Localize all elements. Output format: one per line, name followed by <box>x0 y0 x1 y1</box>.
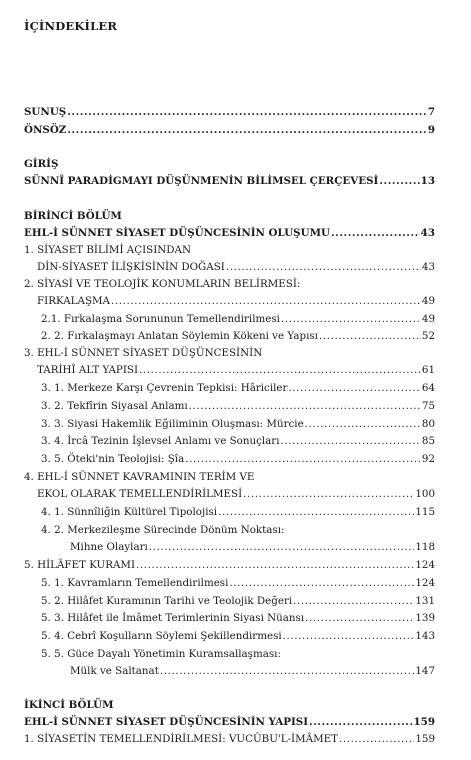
toc-entry-title: 5. 3. Hilâfet ile İmâmet Terimlerinin Siyasi Nüansı <box>41 612 305 624</box>
dot-leader <box>136 559 414 572</box>
toc-entry-page: 64 <box>421 382 435 394</box>
toc-entry-s32 <box>41 400 435 413</box>
toc-entry-title: 1. SİYASETİN TEMELLENDİRİLMESİ: VUCÛBU'L-İMÂMET <box>24 733 339 745</box>
toc-entry-page: 159 <box>413 716 435 728</box>
toc-entry-page: 100 <box>415 488 435 500</box>
toc-entry-page: 49 <box>421 295 435 307</box>
dot-leader <box>149 541 415 554</box>
toc-entry-page: 75 <box>421 400 435 412</box>
toc-entry-onsoz <box>24 124 435 137</box>
toc-entry-title: EHL-İ SÜNNET SİYASET DÜŞÜNCESİNİN OLUŞUMU <box>24 227 330 239</box>
toc-heading-s4a: 4. EHL-İ SÜNNET KAVRAMININ TERİM VE <box>24 471 255 483</box>
toc-heading-giris-label: GİRİŞ <box>24 158 59 170</box>
toc-heading-b1-label: BİRİNCİ BÖLÜM <box>24 210 122 222</box>
toc-heading-s42a: 4. 2. Merkezileşme Sürecinde Dönüm Noktası: <box>41 524 285 536</box>
dot-leader <box>379 175 419 188</box>
toc-entry-b1 <box>24 227 435 240</box>
toc-entry-s53 <box>41 612 435 625</box>
toc-heading-b2-label: İKİNCİ BÖLÜM <box>24 699 114 711</box>
toc-entry-page: 124 <box>415 577 435 589</box>
toc-entry-title: FIRKALAŞMA <box>37 295 110 307</box>
toc-entry-s3b <box>37 364 435 377</box>
toc-entry-page: 49 <box>421 313 435 325</box>
dot-leader <box>281 313 421 326</box>
dot-leader <box>218 506 414 519</box>
toc-entry-title: ÖNSÖZ <box>24 124 67 136</box>
dot-leader <box>319 330 421 343</box>
toc-entry-page: 80 <box>421 418 435 430</box>
toc-entry-page: 43 <box>420 227 435 239</box>
toc-entry-page: 13 <box>420 175 435 187</box>
toc-heading-s1a: 1. SİYASET BİLİMİ AÇISINDAN <box>24 244 192 256</box>
toc-entry-page: 9 <box>427 124 435 136</box>
toc-entry-b21 <box>24 733 435 746</box>
toc-entry-title: 3. 5. Öteki'nin Teolojisi: Şîa <box>41 453 185 465</box>
dot-leader <box>160 665 415 678</box>
toc-entry-page: 147 <box>415 665 435 677</box>
dot-leader <box>305 612 414 625</box>
dot-leader <box>139 364 421 377</box>
dot-leader <box>67 106 427 119</box>
toc-entry-s22 <box>41 330 435 343</box>
toc-entry-s5 <box>24 559 435 572</box>
toc-entry-s21 <box>41 313 435 326</box>
toc-entry-page: 92 <box>421 453 435 465</box>
dot-leader <box>281 435 421 448</box>
toc-entry-giris <box>24 175 435 188</box>
toc-entry-b2 <box>24 716 435 729</box>
toc-entry-s54 <box>41 630 435 643</box>
toc-entry-title: 5. HİLÂFET KURAMI <box>24 559 136 571</box>
toc-entry-title: 2. 2. Fırkalaşmayı Anlatan Söylemin Kökeni ve Yapısı <box>41 330 318 342</box>
toc-entry-title: SÜNNÎ PARADİGMAYI DÜŞÜNMENİN BİLİMSEL ÇERÇEVESİ <box>24 175 379 187</box>
toc-entry-s34 <box>41 435 435 448</box>
toc-entry-page: 52 <box>421 330 435 342</box>
toc-entry-title: 2.1. Fırkalaşma Sorununun Temellendirilmesi <box>41 313 280 325</box>
toc-entry-title: 5. 1. Kavramların Temellendirilmesi <box>41 577 229 589</box>
toc-entry-sunus <box>24 106 435 119</box>
toc-entry-s52 <box>41 595 435 608</box>
toc-entry-s51 <box>41 577 435 590</box>
toc-entry-page: 61 <box>421 364 435 376</box>
toc-entry-title: SUNUŞ <box>24 106 67 118</box>
toc-entry-title: Mülk ve Saltanat <box>70 665 159 677</box>
toc-entry-page: 139 <box>415 612 435 624</box>
toc-heading-s3a: 3. EHL-İ SÜNNET SİYASET DÜŞÜNCESİNİN <box>24 347 263 359</box>
toc-heading-s55a: 5. 5. Güce Dayalı Yönetimin Kuramsallaşması: <box>41 648 281 660</box>
dot-leader <box>243 488 414 501</box>
toc-entry-s2b <box>37 295 435 308</box>
toc-entry-page: 85 <box>421 435 435 447</box>
dot-leader <box>229 577 414 590</box>
dot-leader <box>283 630 415 643</box>
toc-entry-title: 3. 2. Tekfîrin Siyasal Anlamı <box>41 400 188 412</box>
toc-entry-s33 <box>41 418 435 431</box>
dot-leader <box>309 716 412 729</box>
toc-entry-page: 124 <box>415 559 435 571</box>
toc-entry-page: 118 <box>415 541 435 553</box>
toc-entry-title: 5. 4. Cebrî Koşulların Söylemi Şekillendirmesi <box>41 630 282 642</box>
dot-leader <box>185 453 421 466</box>
toc-entry-title: Mihne Olayları <box>70 541 148 553</box>
toc-entry-page: 131 <box>415 595 435 607</box>
toc-entry-title: EKOL OLARAK TEMELLENDİRİLMESİ <box>37 488 243 500</box>
toc-entry-s1b <box>37 261 435 274</box>
dot-leader <box>339 733 414 746</box>
toc-entry-s35 <box>41 453 435 466</box>
dot-leader <box>331 227 420 240</box>
toc-entry-page: 115 <box>415 506 435 518</box>
toc-entry-title: 4. 1. Sünnîliğin Kültürel Tipolojisi <box>41 506 218 518</box>
toc-entry-s31 <box>41 382 435 395</box>
toc-entry-s41 <box>41 506 435 519</box>
dot-leader <box>67 124 427 137</box>
toc-entry-title: 3. 4. İrcâ Tezinin İşlevsel Anlamı ve Sonuçları <box>41 435 280 447</box>
toc-entry-page: 7 <box>427 106 435 118</box>
toc-entry-s42b <box>70 541 435 554</box>
toc-entry-s55b <box>70 665 435 678</box>
toc-entry-page: 43 <box>421 261 435 273</box>
toc-entry-title: EHL-İ SÜNNET SİYASET DÜŞÜNCESİNİN YAPISI <box>24 716 309 728</box>
dot-leader <box>189 400 421 413</box>
dot-leader <box>293 595 414 608</box>
toc-entry-page: 159 <box>415 733 435 745</box>
toc-entry-title: TARİHÎ ALT YAPISI <box>37 364 139 376</box>
page-title: İÇİNDEKİLER <box>24 19 118 33</box>
dot-leader <box>288 382 420 395</box>
toc-heading-s2a: 2. SİYASİ VE TEOLOJİK KONUMLARIN BELİRMESİ: <box>24 278 301 290</box>
dot-leader <box>226 261 421 274</box>
toc-entry-title: 3. 3. Siyasi Hakemlik Eğiliminin Oluşması: Mürcie <box>41 418 304 430</box>
toc-entry-s4b <box>37 488 435 501</box>
dot-leader <box>305 418 421 431</box>
toc-entry-title: DİN-SİYASET İLİŞKİSİNİN DOĞASI <box>37 261 225 273</box>
dot-leader <box>111 295 421 308</box>
toc-entry-title: 3. 1. Merkeze Karşı Çevrenin Tepkisi: Hâriciler <box>41 382 288 394</box>
toc-entry-title: 5. 2. Hilâfet Kuramının Tarihi ve Teolojik Değeri <box>41 595 293 607</box>
toc-entry-page: 143 <box>415 630 435 642</box>
